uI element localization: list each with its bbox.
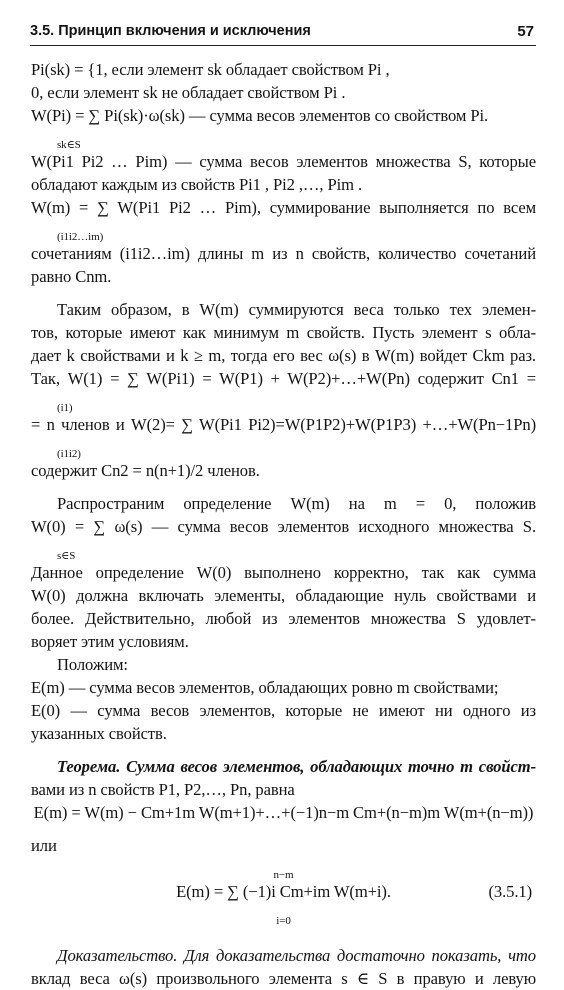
page-header [30, 20, 536, 44]
section-title: 3.5. Принцип включения и исключения [30, 23, 311, 39]
text-line: более. Действительно, любой из элементов множества S удовлет- [31, 609, 536, 628]
text-line: равно Cnm. [31, 267, 112, 286]
text-line: = n членов и W(2)= ∑ W(Pi1 Pi2)=W(P1P2)+W(P1P3) +…+W(Pn−1Pn) [31, 415, 536, 434]
text-line: содержит Cn2 = n(n+1)/2 членов. [31, 461, 260, 480]
sum-index: i=0 [276, 915, 291, 927]
text-line: Так, W(1) = ∑ W(Pi1) = W(P1) + W(P2)+…+W(Pn) содержит Cn1 = [31, 369, 536, 388]
text-line: E(m) — сумма весов элементов, обладающих ровно m свойствами; [31, 678, 499, 697]
text-line: W(Pi1 Pi2 … Pim) — сумма весов элементов множества S, которые [31, 152, 536, 171]
text-line: Положим: [57, 655, 128, 674]
text-line: вклад веса ω(s) произвольного элемента s ∈ S в правую и левую [31, 969, 536, 988]
text-line: W(Pi) = ∑ Pi(sk)·ω(sk) — сумма весов элементов со свойством Pi. [31, 106, 489, 125]
text-line: Распространим определение W(m) на m = 0, положив [57, 494, 536, 513]
sum-index: n−m [273, 869, 294, 881]
text-line: W(0) должна включать элементы, обладающие нуль свойствами и [31, 586, 536, 605]
text-line: вами из n свойств P1, P2,…, Pn, равна [31, 780, 295, 799]
text-line: Pi(sk) = {1, если элемент sk обладает свойством Pi , [31, 60, 390, 79]
sum-index: (i1i2) [57, 448, 81, 460]
sum-index: sk∈S [57, 139, 81, 151]
text-line: дает k свойствами и k ≥ m, тогда его вес ω(s) в W(m) войдет Ckm раз. [31, 346, 536, 365]
text-line: 0, если элемент sk не обладает свойством Pi . [31, 83, 346, 102]
sum-index: s∈S [57, 550, 76, 562]
text-line: или [31, 836, 57, 855]
page-number: 57 [517, 23, 534, 40]
header-rule [30, 45, 536, 46]
text-line: W(0) = ∑ ω(s) — сумма весов элементов исходного множества S. [31, 517, 536, 536]
text-line: Таким образом, в W(m) суммируются веса только тех элемен- [57, 300, 536, 319]
sum-index: (i1) [57, 402, 73, 414]
proof-line: Доказательство. Для доказательства достаточно показать, что [57, 946, 536, 965]
text-line: указанных свойств. [31, 724, 167, 743]
sum-index: (i1i2…im) [57, 231, 104, 243]
equation-number: (3.5.1) [488, 882, 532, 901]
text-line: тов, которые имеют как минимум m свойств. Пусть элемент s обла- [31, 323, 536, 342]
formula-text: E(m) = ∑ (−1)i Cm+im W(m+i). [176, 882, 391, 901]
text-line: W(m) = ∑ W(Pi1 Pi2 … Pim), суммирование выполняется по всем [31, 198, 536, 217]
text-line: воряет этим условиям. [31, 632, 189, 651]
text-line: E(0) — сумма весов элементов, которые не имеют ни одного из [31, 701, 536, 720]
theorem-line: Теорема. Сумма весов элементов, обладающих точно m свойст- [57, 757, 536, 776]
text-line: сочетаниям (i1i2…im) длины m из n свойств, количество сочетаний [31, 244, 536, 263]
text-line: обладают каждым из свойств Pi1 , Pi2 ,…, Pim . [31, 175, 363, 194]
page-body [31, 58, 536, 990]
text-line: Данное определение W(0) выполнено корректно, так как сумма [31, 563, 536, 582]
formula-line: E(m) = W(m) − Cm+1m W(m+1)+…+(−1)n−m Cm+(n−m)m W(m+(n−m)) [33, 803, 534, 822]
